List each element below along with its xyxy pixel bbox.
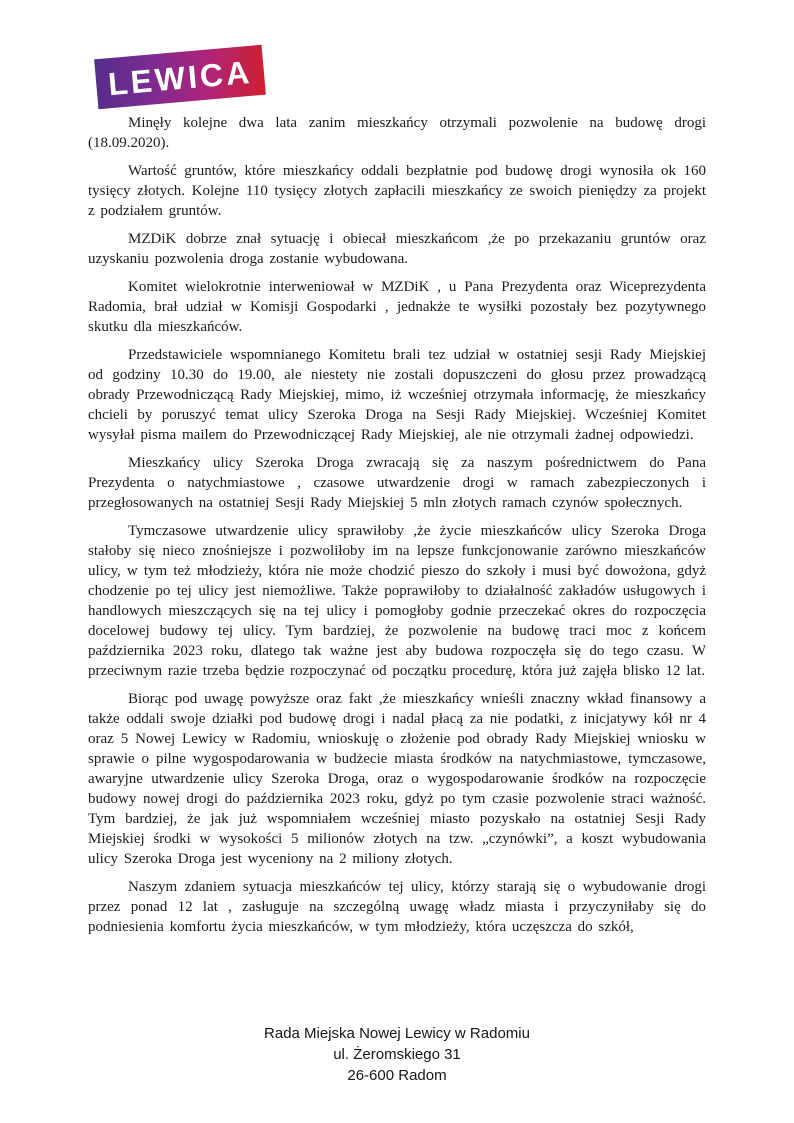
paragraph-council-session: Przedstawiciele wspomnianego Komitetu brali tez udział w ostatniej sesji Rady Miejskiej od godziny 10.30 do 19.00, ale niestety nie zostali dopuszczeni do głosu przez prowadzącą obrady Przewodniczącą Rady Miejskiej, mimo, iż wcześniej otrzymała informację, że mieszkańcy chcieli by poruszyć temat ulicy Szeroka Droga na Sesji Rady Miejskiej. Wcześniej Komitet wysyłał pisma mailem do Przewodniczącej Rady Miejskiej, ale nie otrzymali żadnej odpowiedzi.: [88, 347, 706, 443]
paragraph-motion: Biorąc pod uwagę powyższe oraz fakt ,że mieszkańcy wnieśli znaczny wkład finansowy a także oddali swoje działki pod budowę drogi i nadal płacą za nie podatki, z inicjatywy kół nr 4 oraz 5 Nowej Lewicy w Radomiu, wnioskuję o złożenie pod obrady Rady Miejskiej wniosku w sprawie o pilne wygospodarowania w budżecie miasta środków na natychmiastowe, tymczasowe, awaryjne utwardzenie ulicy Szeroka Droga, oraz o wygospodarowanie środków na rozpoczęcie budowy nowej drogi do października 2023 roku, gdyż po tym czasie pozwolenie straci ważność. Tym bardziej, że jak już wspomniałem wcześniej miasto pozyskało na ostatniej Sesji Rady Miejskiej środki w wysokości 5 milionów złotych na tzw. „czynówki”, a koszt wybudowania ulicy Szeroka Droga jest wyceniony na 2 miliony złotych.: [88, 691, 706, 867]
footer-street: ul. Żeromskiego 31: [333, 1046, 461, 1063]
footer-city: 26-600 Radom: [347, 1067, 447, 1084]
paragraph-residents-request: Mieszkańcy ulicy Szeroka Droga zwracają się za naszym pośrednictwem do Pana Prezydenta o natychmiastowe , czasowe utwardzenie drogi w ramach zabezpieczonych i przegłosowanych na ostatniej Sesji Rady Miejskiej 5 mln złotych ramach czynów społecznych.: [88, 455, 706, 511]
footer-org-name: Rada Miejska Nowej Lewicy w Radomiu: [264, 1025, 530, 1042]
letter-body: [88, 113, 706, 945]
paragraph-committee: Komitet wielokrotnie interweniował w MZDiK , u Pana Prezydenta oraz Wiceprezydenta Radomia, brał udział w Komisji Gospodarki , jednakże te wysiłki pozostały bez pozytywnego skutku dla mieszkańców.: [88, 279, 706, 335]
lewica-logo-text: LEWICA: [106, 53, 254, 102]
paragraph-permit: Minęły kolejne dwa lata zanim mieszkańcy otrzymali pozwolenie na budowę drogi (18.09.2020).: [88, 115, 706, 151]
paragraph-land-value: Wartość gruntów, które mieszkańcy oddali bezpłatnie pod budowę drogi wynosiła ok 160 tysięcy złotych. Kolejne 110 tysięcy złotych zapłacili mieszkańcy ze swoich pieniędzy za projekt z podziałem gruntów.: [88, 163, 706, 219]
lewica-logo: [94, 45, 266, 109]
paragraph-conclusion: Naszym zdaniem sytuacja mieszkańców tej ulicy, którzy starają się o wybudowanie drogi przez ponad 12 lat , zasługuje na szczególną uwagę władz miasta i przyczyniłaby się do podniesienia komfortu życia mieszkańców, w tym młodzieży, która uczęszcza do szkół,: [88, 879, 706, 935]
letter-footer: [0, 1023, 794, 1086]
paragraph-temporary-paving: Tymczasowe utwardzenie ulicy sprawiłoby ,że życie mieszkańców ulicy Szeroka Droga stałoby się nieco znośniejsze i pozwoliłoby im na lepsze funkcjonowanie zarówno mieszkańców ulicy, w tym też młodzieży, która nie może chodzić pieszo do szkoły i musi być dowożona, gdyż chodzenie po tej ulicy jest niemożliwe. Także poprawiłoby to działalność zakładów usługowych i handlowych mieszczących się na tej ulicy i pomogłoby godnie przeczekać okres do rozpoczęcia docelowej budowy tej ulicy. Tym bardziej, że pozwolenie na budowę traci moc z końcem października 2023 roku, dlatego tak ważne jest aby budowa rozpoczęła się do tego czasu. W przeciwnym razie trzeba będzie rozpoczynać od początku procedurę, która już zajęła blisko 12 lat.: [88, 523, 706, 679]
paragraph-mzdik-promise: MZDiK dobrze znał sytuację i obiecał mieszkańcom ,że po przekazaniu gruntów oraz uzyskaniu pozwolenia droga zostanie wybudowana.: [88, 231, 706, 267]
